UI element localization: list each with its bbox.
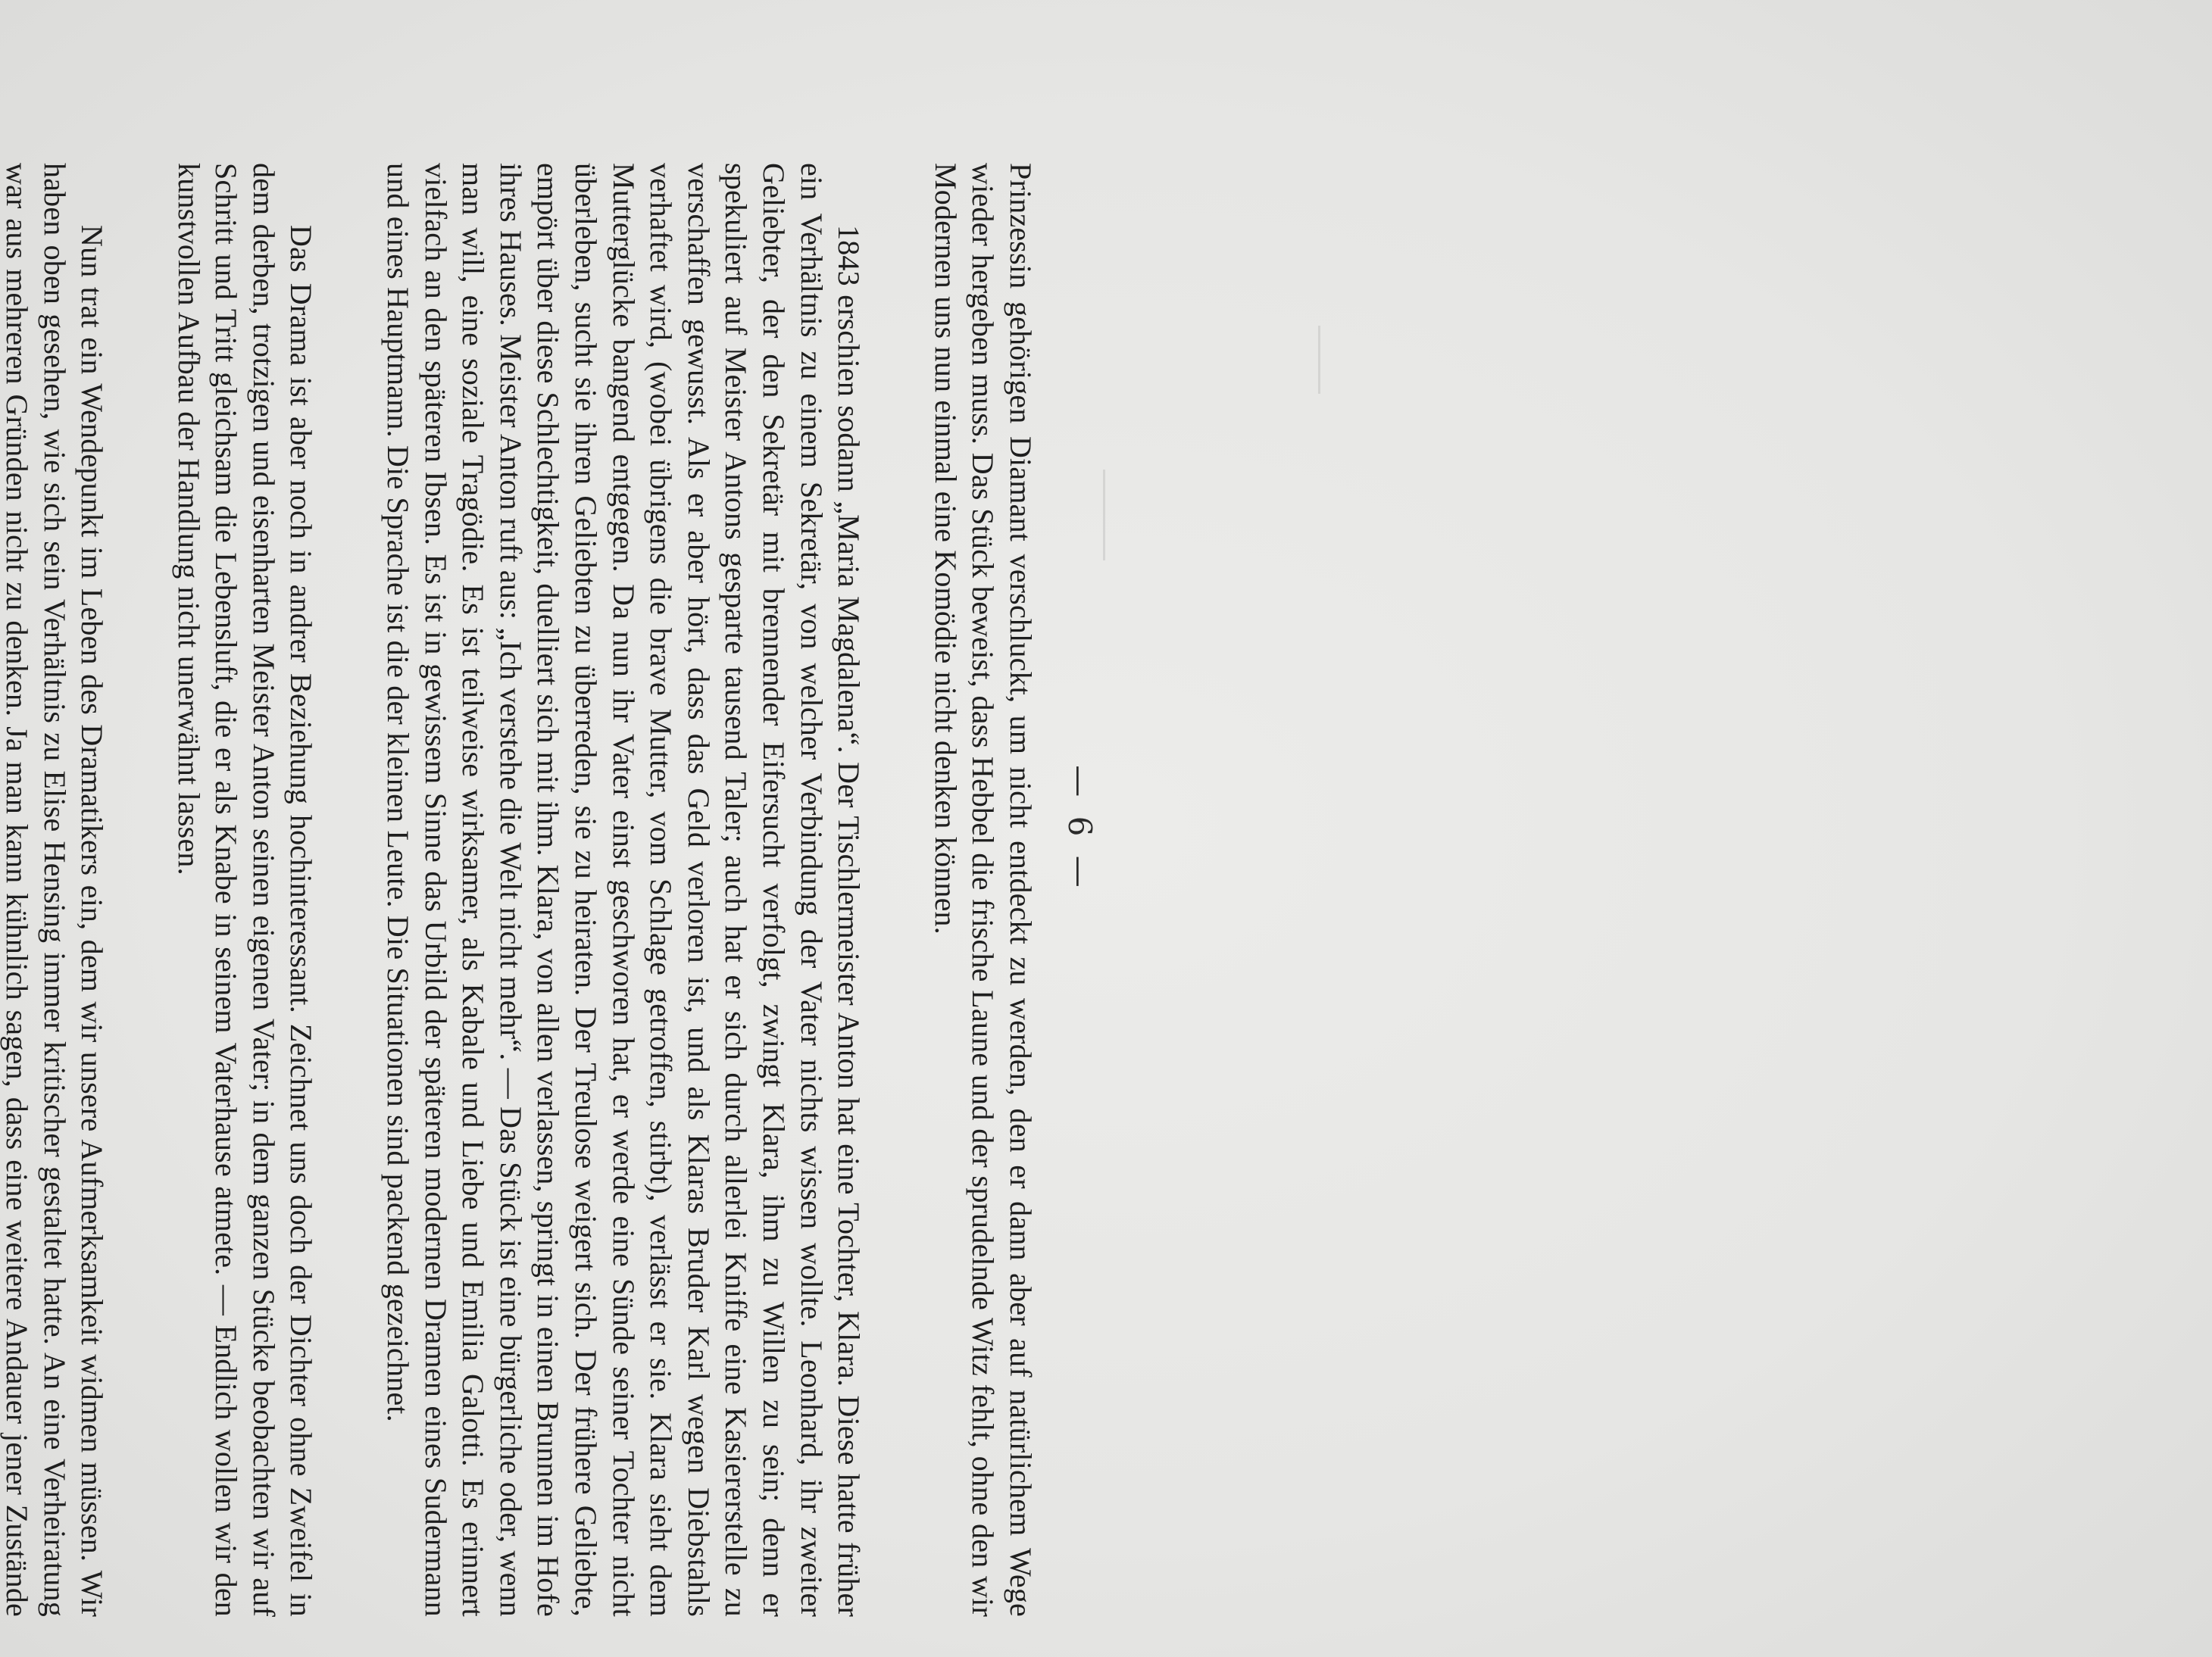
body-text (0, 163, 1039, 1617)
paragraph: Nun trat ein Wendepunkt im Leben des Dramatikers ein, dem wir unsere Aufmerksamkeit widmen müssen. Wir haben oben gesehen, wie sich sein Verhältnis zu Elise Hensing immer kritischer gestaltet hatte. An eine Verheiratung war aus mehreren Gründen nicht zu denken. Ja man kann kühnlich sagen, dass eine weitere Andauer jener Zustände (0, 163, 110, 1617)
paragraph: Prinzessin gehörigen Diamant verschluckt, um nicht entdeckt zu werden, den er dann aber auf natürlichem Wege wieder hergeben muss. Das Stück beweist, dass Hebbel die frische Laune und der sprudelnde Witz fehlt, ohne den wir Modernen uns nun einmal eine Komödie nicht denken können. (928, 163, 1038, 1617)
paragraph: Das Drama ist aber noch in andrer Beziehung hochinteressant. Zeichnet uns doch der Dichter ohne Zweifel in dem derben, trotzigen und eisenharten Meister Anton seinen eigenen Vater; in dem ganzen Stücke beobachten wir auf Schritt und Tritt gleichsam die Lebensluft, die er als Knabe in seinem Vaterhause atmete. — Endlich wollen wir den kunstvollen Aufbau der Handlung nicht unerwähnt lassen. (171, 163, 319, 1617)
page-number: — 6 — (1061, 765, 1098, 892)
paragraph: 1843 erschien sodann „Maria Magdalena“. Der Tischlermeister Anton hat eine Tochter, Klara. Diese hatte früher ein Verhältnis zu einem Sekretär, von welcher Verbindung der Vater nichts wissen wollte. Leonhard, ihr zweiter Geliebter, der den Sekretär mit brennender Eifersucht verfolgt, zwingt Klara, ihm zu Willen zu sein; denn er spekuliert auf Meister Antons gesparte tausend Taler; auch hat er sich durch allerlei Kniffe eine Kasiererstelle zu verschaffen gewusst. Als er aber hört, dass das Geld verloren ist, und als Klaras Bruder Karl wegen Diebstahls verhaftet wird, (wobei übrigens die brave Mutter, vom Schlage getroffen, stirbt), verlässt er sie. Klara sieht dem Mutterglücke bangend entgegen. Da nun ihr Vater einst geschworen hat, er werde eine Sünde seiner Tochter nicht überleben, sucht sie ihren Geliebten zu überreden, sie zu heiraten. Der Treulose weigert sich. Der frühere Geliebte, empört über diese Schlechtigkeit, duelliert sich mit ihm. Klara, von allen verlassen, springt in einen Brunnen im Hofe ihres Hauses. Meister Anton ruft aus: „Ich verstehe die Welt nicht mehr“. — Das Stück ist eine bürgerliche oder, wenn man will, eine soziale Tragödie. Es ist teilweise wirksamer, als Kabale und Liebe und Emilia Galotti. Es erinnert vielfach an den späteren Ibsen. Es ist in gewissem Sinne das Urbild der späteren modernen Dramen eines Sudermann und eines Hauptmann. Die Sprache ist die der kleinen Leute. Die Situationen sind packend gezeichnet. (381, 163, 867, 1617)
paragraph-gap (111, 163, 170, 1617)
paragraph-gap (867, 163, 926, 1617)
paragraph-gap (320, 163, 380, 1617)
